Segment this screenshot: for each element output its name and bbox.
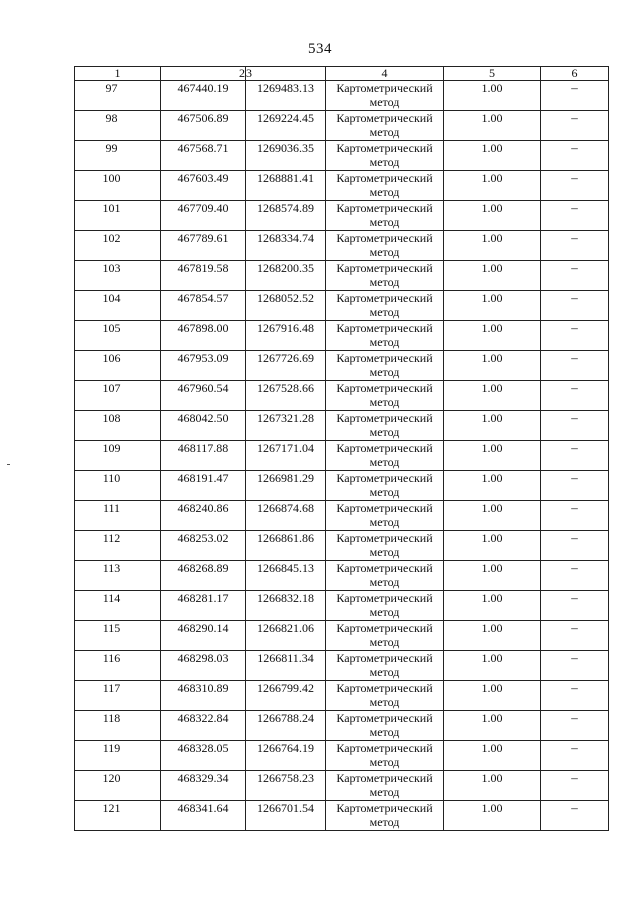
table-row: [75, 291, 609, 321]
method-line-1: Картометрический: [336, 621, 433, 635]
table-row: [75, 411, 609, 441]
accuracy-cell: 1.00: [444, 351, 541, 381]
note-cell: –: [541, 591, 609, 621]
y-coordinate-cell: 1266821.06: [246, 621, 326, 651]
note-cell: –: [541, 441, 609, 471]
note-cell: –: [541, 171, 609, 201]
note-cell: –: [541, 531, 609, 561]
method-line-1: Картометрический: [336, 651, 433, 665]
x-coordinate-cell: 468341.64: [161, 801, 246, 831]
point-number: 110: [102, 471, 121, 485]
y-coordinate-cell: 1268574.89: [246, 201, 326, 231]
table-row: [75, 381, 609, 411]
note-cell: –: [541, 111, 609, 141]
method-line-2: метод: [369, 635, 400, 649]
point-number: 113: [102, 561, 121, 575]
method-line-1: Картометрический: [336, 711, 433, 725]
point-number: 109: [102, 441, 121, 455]
method-line-1: Картометрический: [336, 381, 433, 395]
accuracy-cell: 1.00: [444, 201, 541, 231]
point-number-cell: [75, 111, 161, 141]
x-coordinate-cell: 468298.03: [161, 651, 246, 681]
note-cell: –: [541, 321, 609, 351]
point-number-cell: [75, 351, 161, 381]
note-cell: –: [541, 201, 609, 231]
point-number-cell: [75, 741, 161, 771]
method-cell: [326, 711, 444, 741]
method-line-2: метод: [369, 605, 400, 619]
point-number-cell: [75, 681, 161, 711]
method-line-2: метод: [369, 575, 400, 589]
accuracy-cell: 1.00: [444, 141, 541, 171]
method-line-1: Картометрический: [336, 231, 433, 245]
note-cell: –: [541, 501, 609, 531]
method-line-2: метод: [369, 665, 400, 679]
method-line-1: Картометрический: [336, 81, 433, 95]
method-cell: [326, 291, 444, 321]
method-cell: [326, 741, 444, 771]
y-coordinate-cell: 1266788.24: [246, 711, 326, 741]
x-coordinate-cell: 468328.05: [161, 741, 246, 771]
column-header-5: 5: [444, 67, 541, 81]
method-line-1: Картометрический: [336, 561, 433, 575]
scan-artifact: [7, 464, 10, 465]
note-cell: –: [541, 381, 609, 411]
note-cell: –: [541, 801, 609, 831]
x-coordinate-cell: 468253.02: [161, 531, 246, 561]
table-row: [75, 711, 609, 741]
accuracy-cell: 1.00: [444, 681, 541, 711]
accuracy-cell: 1.00: [444, 321, 541, 351]
point-number: 103: [102, 261, 121, 275]
page-number: 534: [308, 41, 332, 57]
coordinates-table: [74, 66, 609, 831]
table-row: [75, 621, 609, 651]
method-line-1: Картометрический: [336, 261, 433, 275]
y-coordinate-cell: 1269224.45: [246, 111, 326, 141]
table-row: [75, 111, 609, 141]
note-cell: –: [541, 771, 609, 801]
method-line-2: метод: [369, 245, 400, 259]
method-cell: [326, 561, 444, 591]
x-coordinate-cell: 467506.89: [161, 111, 246, 141]
method-cell: [326, 231, 444, 261]
y-coordinate-cell: 1266764.19: [246, 741, 326, 771]
point-number-cell: [75, 141, 161, 171]
column-header-3: 3: [246, 67, 326, 81]
y-coordinate-cell: 1267916.48: [246, 321, 326, 351]
table-row: [75, 591, 609, 621]
table-row: [75, 321, 609, 351]
method-line-1: Картометрический: [336, 801, 433, 815]
point-number: 104: [102, 291, 121, 305]
method-cell: [326, 351, 444, 381]
y-coordinate-cell: 1266845.13: [246, 561, 326, 591]
point-number-cell: [75, 381, 161, 411]
note-cell: –: [541, 561, 609, 591]
y-coordinate-cell: 1266811.34: [246, 651, 326, 681]
method-line-1: Картометрический: [336, 291, 433, 305]
x-coordinate-cell: 467819.58: [161, 261, 246, 291]
method-cell: [326, 801, 444, 831]
y-coordinate-cell: 1267171.04: [246, 441, 326, 471]
method-line-1: Картометрический: [336, 531, 433, 545]
method-line-2: метод: [369, 125, 400, 139]
point-number: 105: [102, 321, 121, 335]
method-line-1: Картометрический: [336, 741, 433, 755]
note-cell: –: [541, 291, 609, 321]
point-number-cell: [75, 81, 161, 111]
note-cell: –: [541, 231, 609, 261]
table-row: [75, 201, 609, 231]
point-number: 102: [102, 231, 121, 245]
method-line-2: метод: [369, 695, 400, 709]
point-number-cell: [75, 591, 161, 621]
method-line-1: Картометрический: [336, 111, 433, 125]
table-row: [75, 741, 609, 771]
column-header-6: 6: [541, 67, 609, 81]
method-cell: [326, 651, 444, 681]
table-row: [75, 681, 609, 711]
method-line-2: метод: [369, 425, 400, 439]
method-cell: [326, 111, 444, 141]
point-number-cell: [75, 291, 161, 321]
note-cell: –: [541, 411, 609, 441]
point-number: 120: [102, 771, 121, 785]
column-header-4: 4: [326, 67, 444, 81]
method-cell: [326, 411, 444, 441]
x-coordinate-cell: 467789.61: [161, 231, 246, 261]
x-coordinate-cell: 467568.71: [161, 141, 246, 171]
header-row: [75, 67, 609, 81]
accuracy-cell: 1.00: [444, 771, 541, 801]
point-number: 97: [105, 81, 118, 95]
method-line-2: метод: [369, 185, 400, 199]
point-number: 112: [102, 531, 121, 545]
method-cell: [326, 621, 444, 651]
y-coordinate-cell: 1267321.28: [246, 411, 326, 441]
y-coordinate-cell: 1266799.42: [246, 681, 326, 711]
point-number-cell: [75, 771, 161, 801]
point-number: 106: [102, 351, 121, 365]
point-number-cell: [75, 411, 161, 441]
method-line-2: метод: [369, 95, 400, 109]
column-header-1: 1: [75, 67, 161, 81]
method-cell: [326, 381, 444, 411]
method-line-2: метод: [369, 545, 400, 559]
point-number: 114: [102, 591, 121, 605]
x-coordinate-cell: 468268.89: [161, 561, 246, 591]
x-coordinate-cell: 468191.47: [161, 471, 246, 501]
method-cell: [326, 501, 444, 531]
y-coordinate-cell: 1266701.54: [246, 801, 326, 831]
point-number-cell: [75, 201, 161, 231]
table-row: [75, 651, 609, 681]
point-number-cell: [75, 231, 161, 261]
point-number: 98: [105, 111, 118, 125]
method-cell: [326, 171, 444, 201]
method-line-2: метод: [369, 725, 400, 739]
accuracy-cell: 1.00: [444, 651, 541, 681]
y-coordinate-cell: 1267528.66: [246, 381, 326, 411]
method-cell: [326, 591, 444, 621]
method-cell: [326, 321, 444, 351]
method-line-1: Картометрический: [336, 471, 433, 485]
point-number: 100: [102, 171, 121, 185]
method-line-1: Картометрический: [336, 351, 433, 365]
x-coordinate-cell: 468240.86: [161, 501, 246, 531]
method-line-1: Картометрический: [336, 501, 433, 515]
method-line-1: Картометрический: [336, 201, 433, 215]
method-line-2: метод: [369, 395, 400, 409]
note-cell: –: [541, 711, 609, 741]
method-line-1: Картометрический: [336, 771, 433, 785]
method-cell: [326, 141, 444, 171]
accuracy-cell: 1.00: [444, 531, 541, 561]
y-coordinate-cell: 1266981.29: [246, 471, 326, 501]
method-line-2: метод: [369, 335, 400, 349]
method-cell: [326, 531, 444, 561]
point-number-cell: [75, 711, 161, 741]
table-body: [75, 81, 609, 831]
method-line-1: Картометрический: [336, 441, 433, 455]
y-coordinate-cell: 1268052.52: [246, 291, 326, 321]
note-cell: –: [541, 681, 609, 711]
accuracy-cell: 1.00: [444, 111, 541, 141]
table-row: [75, 171, 609, 201]
method-cell: [326, 201, 444, 231]
point-number: 121: [102, 801, 121, 815]
x-coordinate-cell: 467960.54: [161, 381, 246, 411]
x-coordinate-cell: 467603.49: [161, 171, 246, 201]
point-number-cell: [75, 321, 161, 351]
table-row: [75, 81, 609, 111]
x-coordinate-cell: 468310.89: [161, 681, 246, 711]
point-number-cell: [75, 261, 161, 291]
method-line-1: Картометрический: [336, 141, 433, 155]
note-cell: –: [541, 141, 609, 171]
note-cell: –: [541, 471, 609, 501]
y-coordinate-cell: 1269036.35: [246, 141, 326, 171]
accuracy-cell: 1.00: [444, 81, 541, 111]
accuracy-cell: 1.00: [444, 801, 541, 831]
method-line-2: метод: [369, 455, 400, 469]
method-line-2: метод: [369, 785, 400, 799]
accuracy-cell: 1.00: [444, 411, 541, 441]
method-cell: [326, 771, 444, 801]
y-coordinate-cell: 1268200.35: [246, 261, 326, 291]
table-row: [75, 471, 609, 501]
method-line-2: метод: [369, 815, 400, 829]
x-coordinate-cell: 467709.40: [161, 201, 246, 231]
table-row: [75, 531, 609, 561]
note-cell: –: [541, 351, 609, 381]
table-row: [75, 231, 609, 261]
method-cell: [326, 681, 444, 711]
accuracy-cell: 1.00: [444, 591, 541, 621]
x-coordinate-cell: 468281.17: [161, 591, 246, 621]
note-cell: –: [541, 651, 609, 681]
y-coordinate-cell: 1266758.23: [246, 771, 326, 801]
table-row: [75, 261, 609, 291]
method-cell: [326, 81, 444, 111]
note-cell: –: [541, 741, 609, 771]
point-number-cell: [75, 171, 161, 201]
method-line-1: Картометрический: [336, 681, 433, 695]
table-row: [75, 801, 609, 831]
method-line-2: метод: [369, 755, 400, 769]
y-coordinate-cell: 1268881.41: [246, 171, 326, 201]
point-number: 99: [105, 141, 118, 155]
x-coordinate-cell: 467854.57: [161, 291, 246, 321]
table-row: [75, 351, 609, 381]
y-coordinate-cell: 1267726.69: [246, 351, 326, 381]
note-cell: –: [541, 621, 609, 651]
method-cell: [326, 441, 444, 471]
y-coordinate-cell: 1266861.86: [246, 531, 326, 561]
point-number: 107: [102, 381, 121, 395]
method-line-1: Картометрический: [336, 321, 433, 335]
point-number-cell: [75, 471, 161, 501]
point-number-cell: [75, 531, 161, 561]
accuracy-cell: 1.00: [444, 381, 541, 411]
table-row: [75, 771, 609, 801]
note-cell: –: [541, 261, 609, 291]
accuracy-cell: 1.00: [444, 621, 541, 651]
point-number-cell: [75, 561, 161, 591]
accuracy-cell: 1.00: [444, 291, 541, 321]
accuracy-cell: 1.00: [444, 171, 541, 201]
method-line-1: Картометрический: [336, 591, 433, 605]
point-number-cell: [75, 621, 161, 651]
table-row: [75, 561, 609, 591]
table-row: [75, 141, 609, 171]
point-number-cell: [75, 501, 161, 531]
x-coordinate-cell: 467898.00: [161, 321, 246, 351]
x-coordinate-cell: 467440.19: [161, 81, 246, 111]
method-line-2: метод: [369, 515, 400, 529]
point-number-cell: [75, 801, 161, 831]
x-coordinate-cell: 468117.88: [161, 441, 246, 471]
method-line-2: метод: [369, 275, 400, 289]
y-coordinate-cell: 1268334.74: [246, 231, 326, 261]
accuracy-cell: 1.00: [444, 471, 541, 501]
point-number: 115: [102, 621, 121, 635]
method-line-2: метод: [369, 305, 400, 319]
accuracy-cell: 1.00: [444, 741, 541, 771]
table-row: [75, 441, 609, 471]
accuracy-cell: 1.00: [444, 561, 541, 591]
x-coordinate-cell: 468290.14: [161, 621, 246, 651]
x-coordinate-cell: 468042.50: [161, 411, 246, 441]
point-number: 118: [102, 711, 121, 725]
point-number: 116: [102, 651, 121, 665]
accuracy-cell: 1.00: [444, 501, 541, 531]
table-row: [75, 501, 609, 531]
y-coordinate-cell: 1269483.13: [246, 81, 326, 111]
method-line-1: Картометрический: [336, 171, 433, 185]
x-coordinate-cell: 468322.84: [161, 711, 246, 741]
point-number: 117: [102, 681, 121, 695]
x-coordinate-cell: 467953.09: [161, 351, 246, 381]
method-line-1: Картометрический: [336, 411, 433, 425]
method-line-2: метод: [369, 485, 400, 499]
accuracy-cell: 1.00: [444, 231, 541, 261]
point-number: 119: [102, 741, 121, 755]
method-line-2: метод: [369, 155, 400, 169]
point-number: 108: [102, 411, 121, 425]
column-header-2: 2: [161, 67, 246, 81]
method-cell: [326, 261, 444, 291]
x-coordinate-cell: 468329.34: [161, 771, 246, 801]
method-line-2: метод: [369, 215, 400, 229]
method-line-2: метод: [369, 365, 400, 379]
y-coordinate-cell: 1266874.68: [246, 501, 326, 531]
accuracy-cell: 1.00: [444, 711, 541, 741]
method-cell: [326, 471, 444, 501]
accuracy-cell: 1.00: [444, 261, 541, 291]
y-coordinate-cell: 1266832.18: [246, 591, 326, 621]
point-number: 101: [102, 201, 121, 215]
point-number-cell: [75, 651, 161, 681]
accuracy-cell: 1.00: [444, 441, 541, 471]
note-cell: –: [541, 81, 609, 111]
point-number-cell: [75, 441, 161, 471]
table-header: [75, 67, 609, 81]
point-number: 111: [102, 501, 121, 515]
